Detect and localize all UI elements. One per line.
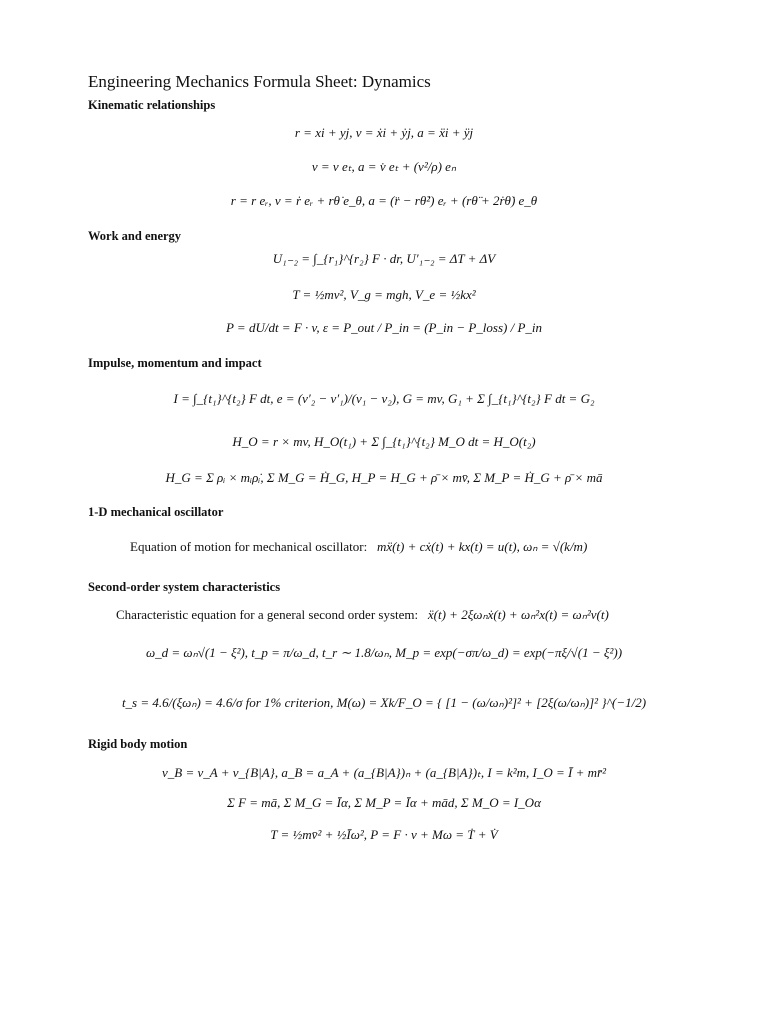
- equation-relative-motion: v_B = v_A + v_{B|A}, a_B = a_A + (a_{B|A})ₙ + (a_{B|A})ₜ, I = k²m, I_O = Ī + mr̄²: [162, 765, 606, 780]
- equation-angular-momentum: H_O = r × mv, H_O(t₁) + Σ ∫_{t₁}^{t₂} M_O dt = H_O(t₂): [232, 434, 536, 449]
- equation-power: P = dU/dt = F · v, ε = P_out / P_in = (P_in − P_loss) / P_in: [225, 320, 543, 335]
- section-heading-rigid-body: Rigid body motion: [88, 737, 188, 751]
- equation-impulse: I = ∫_{t₁}^{t₂} F dt, e = (v′₂ − v′₁)/(v₁ − v₂), G = mv, G₁ + Σ ∫_{t₁}^{t₂} F dt = G₂: [173, 391, 595, 406]
- equation-settling-magnification: t_s = 4.6/(ξωₙ) = 4.6/σ for 1% criterion, M(ω) = Xk/F_O = { [1 − (ω/ωₙ)²]² + [2ξ(ω/ωₙ)]² }^(−1/2): [121, 695, 647, 710]
- equation-kinematics-cartesian: r = xi + yj, v = ẋi + ẏj, a = ẍi + ÿj: [294, 125, 474, 140]
- page-title: Engineering Mechanics Formula Sheet: Dynamics: [88, 72, 431, 91]
- equation-kinematics-polar: r = r eᵣ, v = ṙ eᵣ + rθ̇ e_θ, a = (r̈ − rθ̇²) eᵣ + (rθ̈ + 2ṙθ̇) e_θ: [230, 193, 538, 208]
- section-heading-work-energy: Work and energy: [88, 229, 182, 243]
- characteristic-equation: ẍ(t) + 2ξωₙẋ(t) + ωₙ²x(t) = ωₙ²v(t): [427, 607, 609, 622]
- equation-oscillator: [130, 538, 670, 556]
- equation-time-response: ω_d = ωₙ√(1 − ξ²), t_p = π/ω_d, t_r ∼ 1.8/ωₙ, M_p = exp(−σπ/ω_d) = exp(−πξ/√(1 − ξ²)): [145, 645, 623, 660]
- equation-kinetic-energy-power: T = ½mv̄² + ½Īω², P = F · v + Mω = Ṫ + V̇: [270, 827, 498, 842]
- equation-kinematics-path: v = v eₜ, a = v̇ eₜ + (v²/ρ) eₙ: [311, 159, 457, 174]
- oscillator-label: Equation of motion for mechanical oscillator:: [130, 539, 368, 554]
- equation-moments: H_G = Σ ρᵢ × mᵢρ̇ᵢ, Σ M_G = Ḣ_G, H_P = H_G + ρ̄ × mv̄, Σ M_P = Ḣ_G + ρ̄ × mā: [165, 470, 603, 485]
- equation-equations-of-motion: Σ F = mā, Σ M_G = Īα, Σ M_P = Īα + mād, Σ M_O = I_Oα: [227, 795, 541, 810]
- equation-characteristic: [116, 606, 676, 624]
- section-heading-second-order: Second-order system characteristics: [88, 580, 281, 594]
- equation-work: U₁₋₂ = ∫_{r₁}^{r₂} F · dr, U′₁₋₂ = ΔT + ΔV: [272, 251, 496, 266]
- section-heading-kinematics: Kinematic relationships: [88, 98, 216, 112]
- section-heading-impulse: Impulse, momentum and impact: [88, 356, 262, 370]
- equation-energy: T = ½mv², V_g = mgh, V_e = ½kx²: [292, 287, 476, 302]
- characteristic-label: Characteristic equation for a general second order system:: [116, 607, 419, 622]
- section-heading-oscillator: 1-D mechanical oscillator: [88, 505, 224, 519]
- oscillator-equation: mẍ(t) + cẋ(t) + kx(t) = u(t), ωₙ = √(k/m): [376, 539, 588, 554]
